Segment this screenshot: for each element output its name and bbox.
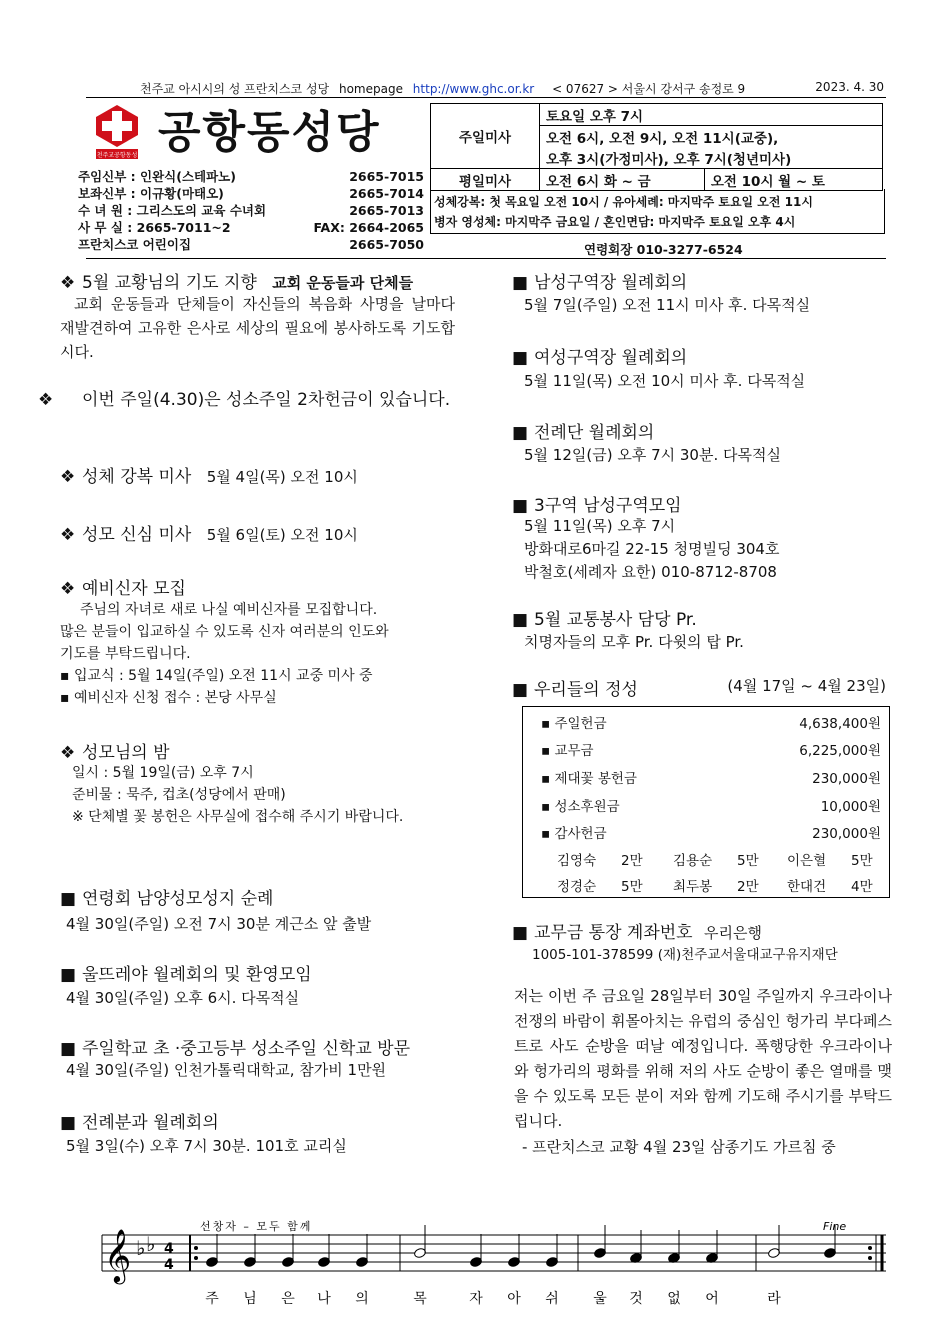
section-women-leaders: ■ 여성구역장 월례회의 bbox=[512, 348, 688, 368]
diamond-bullet-icon: ❖ bbox=[60, 525, 76, 545]
liturgy-meeting-body: 5월 3일(수) 오후 7시 30분. 101호 교리실 bbox=[66, 1137, 347, 1155]
repeat-dot-icon bbox=[868, 1246, 872, 1250]
section-men-leaders: ■ 남성구역장 월례회의 bbox=[512, 273, 688, 293]
square-bullet-icon: ■ bbox=[512, 348, 529, 368]
section-benediction-mass: ❖ 성체 강복 미사 5월 4일(목) 오전 10시 bbox=[60, 467, 358, 487]
homepage-label: homepage bbox=[338, 82, 403, 96]
staff-row: 사 무 실 : 2665-7011~2 FAX: 2664-2065 bbox=[78, 220, 424, 235]
weekday-mass-label: 평일미사 bbox=[431, 169, 540, 191]
org-name: 천주교 아시시의 성 프란치스코 성당 bbox=[140, 82, 330, 96]
mass-note: 병자 영성체: 마지막주 금요일 / 혼인면담: 마지막주 토요일 오후 4시 bbox=[434, 215, 796, 229]
repeat-dot-icon bbox=[194, 1246, 198, 1250]
section-marian-night: ❖ 성모님의 밤 bbox=[60, 743, 170, 763]
parish-title: 공항동성당 bbox=[158, 107, 381, 158]
offering-row: ▪ 교무금 6,225,000원 bbox=[541, 743, 881, 759]
contact-line: 연령회장 010-3277-6524 bbox=[584, 242, 743, 257]
offering-row: ▪ 주일헌금 4,638,400원 bbox=[541, 716, 881, 732]
lyric-syllable: 의 bbox=[355, 1291, 369, 1307]
offering-row: ▪ 성소후원금 10,000원 bbox=[541, 799, 881, 815]
offering-row: ▪ 제대꽃 봉헌금 230,000원 bbox=[541, 771, 881, 787]
lyrics-line bbox=[205, 1290, 781, 1307]
mass-notes bbox=[434, 192, 813, 232]
staff-row: 주임신부 : 인완식(스테파노) 2665-7015 bbox=[78, 169, 424, 184]
diamond-bullet-icon: ❖ bbox=[60, 467, 76, 487]
lyric-syllable: 목 bbox=[413, 1291, 427, 1307]
homepage-link[interactable]: http://www.ghc.or.kr bbox=[412, 82, 535, 96]
diamond-bullet-icon: ❖ bbox=[38, 390, 54, 410]
section-traffic-duty: ■ 5월 교통봉사 담당 Pr. bbox=[512, 610, 697, 630]
section-district-3: ■ 3구역 남성구역모임 bbox=[512, 496, 682, 516]
lyric-syllable: 없 bbox=[667, 1291, 681, 1307]
square-bullet-icon: ■ bbox=[512, 610, 529, 630]
square-bullet-icon: ■ bbox=[512, 423, 529, 443]
square-bullet-icon: ■ bbox=[60, 1113, 77, 1133]
staff-row: 수 녀 원 : 그리스도의 교육 수녀회 2665-7013 bbox=[78, 203, 424, 218]
weekday-mass-a: 오전 6시 화 ~ 금 bbox=[540, 169, 705, 191]
section-pilgrimage: ■ 연령회 남양성모성지 순례 bbox=[60, 889, 274, 909]
men-leaders-body: 5월 7일(주일) 오전 11시 미사 후. 다목적실 bbox=[524, 296, 811, 314]
flat-sign-icon: ♭ bbox=[136, 1236, 146, 1260]
square-bullet-icon: ■ bbox=[60, 889, 77, 909]
lyric-syllable: 나 bbox=[317, 1291, 331, 1307]
square-bullet-icon: ■ bbox=[512, 496, 529, 516]
catechumen-body: 주님의 자녀로 새로 나실 예비신자를 모집합니다. 많은 분들이 입교하실 수 있도록 신자 여러분의 인도와 기도를 부탁드립니다. ▪ 입교식 : 5월 14일(주일) 오전 11시 교중 미사 중 ▪ 예비신자 신청 접수 : 본당 사무실 bbox=[60, 602, 389, 706]
lyric-syllable: 주 bbox=[205, 1291, 219, 1307]
pilgrimage-body: 4월 30일(주일) 오전 7시 30분 계근소 앞 출발 bbox=[66, 915, 372, 933]
time-signature-icon: 4 bbox=[164, 1241, 174, 1257]
time-signature-icon: 4 bbox=[164, 1257, 174, 1273]
ultreya-body: 4월 30일(주일) 오후 6시. 다목적실 bbox=[66, 989, 300, 1007]
donor-row: 김영숙 2만 김용순 5만 이은혈 5만 bbox=[557, 853, 873, 869]
repeat-dot-icon bbox=[868, 1256, 872, 1260]
address: < 07627 > 서울시 강서구 송정로 9 bbox=[552, 82, 746, 96]
lyric-syllable: 아 bbox=[507, 1291, 521, 1307]
staff-row: 보좌신부 : 이규황(마태오) 2665-7014 bbox=[78, 186, 424, 201]
square-bullet-icon: ■ bbox=[60, 965, 77, 985]
flat-sign-icon: ♭ bbox=[146, 1232, 156, 1256]
women-leaders-body: 5월 11일(목) 오전 10시 미사 후. 다목적실 bbox=[524, 372, 806, 390]
song-leader-label: 선창자 – 모두 함께 bbox=[200, 1220, 313, 1233]
section-ultreya: ■ 울뜨레야 월례회의 및 환영모임 bbox=[60, 965, 312, 985]
sunday-mass-label: 주일미사 bbox=[431, 104, 540, 169]
logo-caption: 천주교공항동성당 bbox=[96, 152, 138, 168]
diamond-bullet-icon: ❖ bbox=[60, 743, 76, 763]
square-bullet-icon: ■ bbox=[512, 680, 529, 700]
square-bullet-icon: ■ bbox=[512, 923, 529, 943]
section-offering: ■ 우리들의 정성 (4월 17일 ~ 4월 23일) bbox=[512, 677, 886, 700]
lyric-syllable: 님 bbox=[243, 1291, 257, 1307]
lyric-syllable: 것 bbox=[629, 1291, 643, 1307]
donor-row: 정경순 5만 최두봉 2만 한대건 4만 bbox=[557, 879, 873, 895]
diamond-bullet-icon: ❖ bbox=[60, 579, 76, 599]
section-catechumen: ❖ 예비신자 모집 bbox=[60, 579, 186, 599]
section-liturgy-meeting: ■ 전례분과 월례회의 bbox=[60, 1113, 219, 1133]
staff-list bbox=[78, 168, 424, 253]
section-seminary-visit: ■ 주일학교 초 ·중고등부 성소주일 신학교 방문 bbox=[60, 1039, 411, 1059]
offering-row: ▪ 감사헌금 230,000원 bbox=[541, 826, 881, 842]
lyric-syllable: 쉬 bbox=[545, 1291, 559, 1307]
seminary-visit-body: 4월 30일(주일) 인천가톨릭대학교, 참가비 1만원 bbox=[66, 1061, 387, 1079]
traffic-duty-body: 치명자들의 모후 Pr. 다윗의 탑 Pr. bbox=[524, 633, 744, 651]
bank-account-number: 1005-101-378599 (재)천주교서울대교구유지재단 bbox=[532, 947, 838, 963]
staff-row: 프란치스코 어린이집 2665-7050 bbox=[78, 237, 424, 252]
diamond-bullet-icon: ❖ bbox=[60, 273, 76, 293]
liturgy-team-body: 5월 12일(금) 오후 7시 30분. 다목적실 bbox=[524, 446, 781, 464]
sunday-mass-line: 토요일 오후 7시 bbox=[540, 104, 883, 126]
header-line bbox=[140, 80, 745, 97]
repeat-dot-icon bbox=[194, 1256, 198, 1260]
offering-box bbox=[522, 706, 890, 898]
section-marian-mass: ❖ 성모 신심 미사 5월 6일(토) 오전 10시 bbox=[60, 525, 358, 545]
square-bullet-icon: ■ bbox=[60, 1039, 77, 1059]
section-vocation-sunday: ❖ 이번 주일(4.30)은 성소주일 2차헌금이 있습니다. bbox=[60, 388, 452, 413]
section-prayer-intention: ❖ 5월 교황님의 기도 지향 교회 운동들과 단체들 bbox=[60, 273, 414, 293]
fine-mark: Fine bbox=[823, 1220, 847, 1233]
lyric-syllable: 라 bbox=[767, 1291, 781, 1307]
square-bullet-icon: ■ bbox=[512, 273, 529, 293]
weekday-mass-b: 오전 10시 월 ~ 토 bbox=[704, 169, 882, 191]
district-3-body: 5월 11일(목) 오후 7시 방화대로6마길 22-15 청명빌딩 304호 박철호(세례자 요한) 010-8712-8708 bbox=[524, 517, 780, 581]
header-bottom-rule bbox=[86, 258, 886, 259]
sunday-mass-line: 오후 3시(가정미사), 오후 7시(청년미사) bbox=[540, 147, 883, 169]
prayer-intention-body: 교회 운동들과 단체들이 자신들의 복음화 사명을 날마다 재발견하여 고유한 은사로 세상의 필요에 봉사하도록 기도합시다. bbox=[60, 295, 455, 361]
music-staff bbox=[90, 1215, 890, 1325]
marian-night-body: 일시 : 5월 19일(금) 오후 7시 준비물 : 묵주, 컵초(성당에서 판매) ※ 단체별 꽃 봉헌은 사무실에 접수해 주시기 바랍니다. bbox=[72, 765, 404, 825]
lyric-syllable: 울 bbox=[593, 1291, 607, 1307]
section-liturgy-team: ■ 전례단 월례회의 bbox=[512, 423, 655, 443]
lyric-syllable: 은 bbox=[281, 1291, 295, 1307]
sunday-mass-line: 오전 6시, 오전 9시, 오전 11시(교중), bbox=[540, 126, 883, 148]
pope-message-source: - 프란치스코 교황 4월 23일 삼종기도 가르침 중 bbox=[522, 1138, 836, 1156]
lyric-syllable: 자 bbox=[469, 1291, 483, 1307]
pope-message: 저는 이번 주 금요일 28일부터 30일 주일까지 우크라이나 전쟁의 바람이 휘몰아치는 유럽의 중심인 헝가리 부다페스트로 사도 순방을 떠날 예정입니다. 폭행당한 우크라이나와 헝가리의 평화를 위해 저의 사도 순방이 좋은 열매를 맺을 수 있도록 모든 분이 저와 함께 기도해 주시기를 부탁드립니다. bbox=[514, 987, 892, 1130]
mass-note: 성체강복: 첫 목요일 오전 10시 / 유아세례: 마지막주 토요일 오전 11시 bbox=[434, 195, 813, 209]
lyric-syllable: 어 bbox=[705, 1291, 719, 1307]
issue-date: 2023. 4. 30 bbox=[815, 80, 884, 94]
mass-schedule-table bbox=[430, 103, 883, 191]
treble-clef-icon: 𝄞 bbox=[104, 1228, 132, 1282]
section-bank-account: ■ 교무금 통장 계좌번호 우리은행 bbox=[512, 923, 762, 943]
